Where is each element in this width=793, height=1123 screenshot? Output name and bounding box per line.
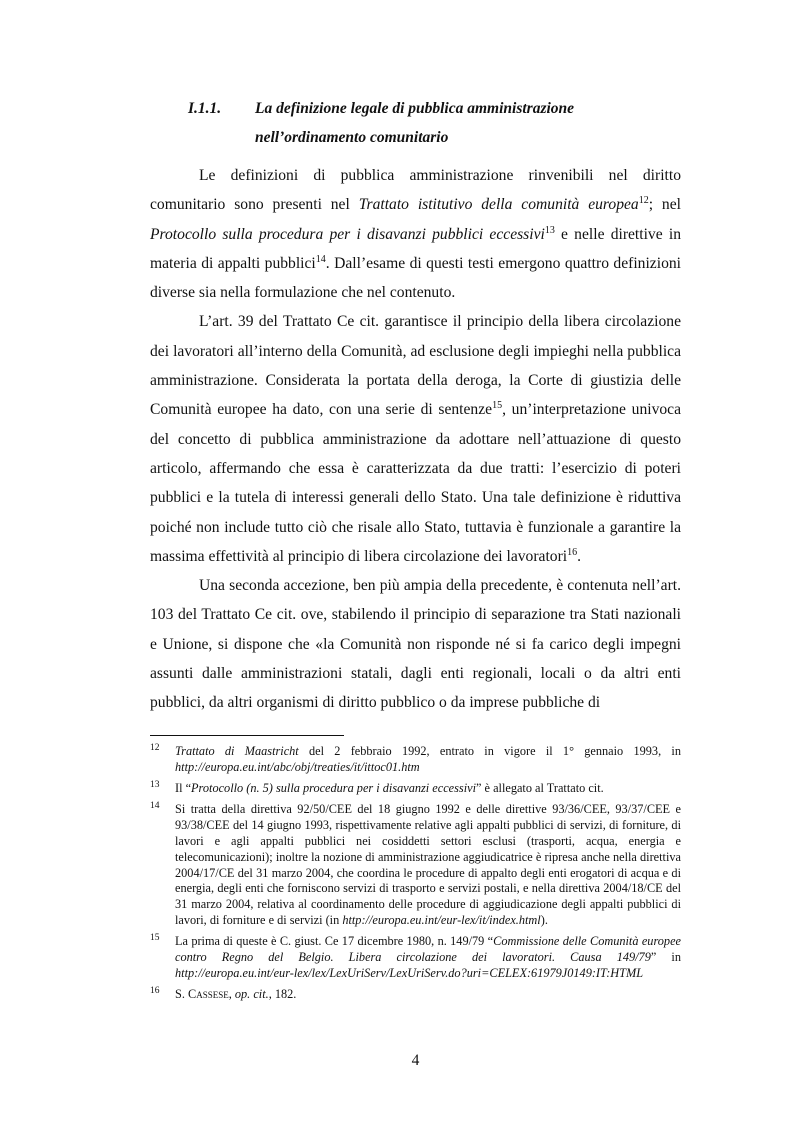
footnote-ref-13[interactable]: 13 — [544, 224, 555, 236]
footnote-link[interactable]: http://europa.eu.int/eur-lex/lex/LexUriServ/LexUriServ.do?uri=CELEX:61979J0149:IT:HTML — [175, 965, 644, 980]
footnote-link[interactable]: http://europa.eu.int/eur-lex/it/index.html — [342, 912, 541, 927]
footnote-link[interactable]: http://europa.eu.int/abc/obj/treaties/it/ittoc01.htm — [175, 759, 420, 774]
footnote-ref-14[interactable]: 14 — [315, 253, 326, 265]
section-title-line-2: nell’ordinamento comunitario — [255, 129, 449, 146]
footnote-ref-12[interactable]: 12 — [638, 195, 649, 207]
footnote-number: 12 — [150, 743, 160, 753]
section-number: I.1.1. — [188, 100, 222, 117]
footnote-ref-15[interactable]: 15 — [492, 400, 503, 412]
footnote-ref-16[interactable]: 16 — [567, 546, 578, 558]
footnote-number: 15 — [150, 933, 160, 944]
section-title-line-1: La definizione legale di pubblica amministrazione — [255, 100, 575, 117]
paragraph-3: Una seconda accezione, ben più ampia della precedente, è contenuta nell’art. 103 del Trattato Ce cit. ove, stabilendo il principio di separazione tra Stati nazionali e Unione, si dispone che «la Comunità non risponde né si fa carico degli impegni assunti dalle amministrazioni statali, dagli enti regionali, locali o da altri enti pubblici, da altri organismi di diritto pubblico o da imprese pubbliche di — [150, 577, 681, 712]
footnote-number: 13 — [150, 780, 160, 791]
footnote-13: 13 Il “Protocollo (n. 5) sulla procedura per i disavanzi eccessivi” è allegato al Trattato cit. — [150, 780, 604, 796]
footnote-14: 14 Si tratta della direttiva 92/50/CEE del 18 giugno 1992 e delle direttive 93/36/CEE, 93/37/CEE e 93/38/CEE del 14 giugno 1993, rispettivamente relative agli appalti pubblici di servizi, di forniture, di lavori e agli appalti pubblici nei cosiddetti settori esclusi (trasporti, acqua, energia e telecomunicazioni); inoltre la nozione di amministrazione aggiudicatrice è ripresa anche nella direttiva 2004/17/CE del 31 marzo 2004, che coordina le procedure di appalto degli enti erogatori di acqua e di energia, degli enti che forniscono servizi di trasporto e servizi postali, e nella direttiva 2004/18/CE del 31 marzo 2004, relativa al coordinamento delle procedure di aggiudicazione degli appalti pubblici di lavori, di forniture e di servizi (in http://europa.eu.int/eur-lex/it/index.html). — [150, 801, 681, 927]
footnote-16: 16 S. Cassese, op. cit., 182. — [150, 986, 297, 1002]
paragraph-2: L’art. 39 del Trattato Ce cit. garantisce il principio della libera circolazione dei lavoratori all’interno della Comunità, ad esclusione degli impieghi nella pubblica amministrazione. Considerata la portata della deroga, la Corte di giustizia delle Comunità europee ha dato, con una serie di sentenze$^{15}$, un’interpretazione univoca del concetto di pubblica amministrazione da adottare nell’attuazione di questo articolo, affermando che essa è caratterizzata da due tratti: l’esercizio di poteri pubblici e la tutela di interessi generali dello Stato. Una tale definizione è riduttiva poiché non include tutto ciò che risale allo Stato, tuttavia è funzionale a garantire la massima effettività al principio di libera circolazione dei lavoratori$^{16}$. — [150, 313, 682, 565]
body-text — [150, 161, 681, 718]
footnote-number: 16 — [150, 986, 160, 997]
footnote-separator — [150, 735, 344, 736]
footnote-15: 15 La prima di queste è C. giust. Ce 17 dicembre 1980, n. 149/79 “Commissione delle Comunità europee contro Regno del Belgio. Libera circolazione dei lavoratori. Causa 149/79” in http://europa.eu.int/eur-lex/lex/LexUriServ/LexUriServ.do?uri=CELEX:61979J0149:IT:HTML — [150, 933, 681, 980]
footnote-number: 14 — [150, 801, 160, 812]
page-number: 4 — [411, 1052, 420, 1069]
footnote-12: 12 Trattato di Maastricht del 2 febbraio 1992, entrato in vigore il 1° gennaio 1993, in http://europa.eu.int/abc/obj/treaties/it/ittoc01.htm — [150, 743, 681, 774]
paragraph-1: Le definizioni di pubblica amministrazione rinvenibili nel diritto comunitario sono presenti nel Trattato istitutivo della comunità europea$^{12}$; nel Protocollo sulla procedura per i disavanzi pubblici eccessivi$^{13}$ e nelle direttive in materia di appalti pubblici$^{14}$. Dall’esame di questi testi emergono quattro definizioni diverse sia nella formulazione che nel contenuto. — [150, 167, 681, 302]
footnotes — [150, 744, 681, 1008]
